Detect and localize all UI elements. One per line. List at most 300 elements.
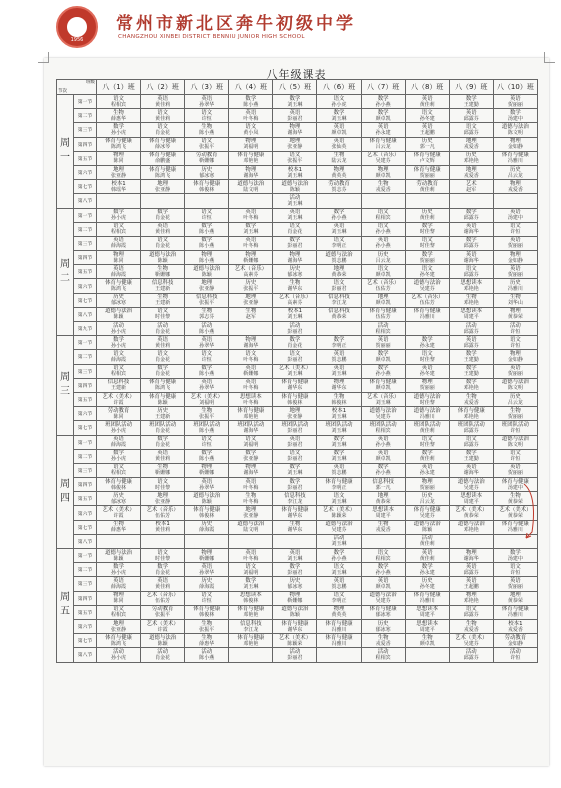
subject: 历史 [421, 138, 433, 145]
subject: 艺术（音乐） [146, 592, 179, 599]
teacher: 孙小虎 [111, 456, 127, 463]
teacher: 颜卓凯 [375, 356, 391, 363]
teacher: 黄恭荣 [463, 513, 479, 520]
schedule-cell [405, 194, 449, 208]
subject: 物理 [421, 379, 433, 386]
teacher: 许恒 [201, 115, 212, 122]
schedule-cell [141, 421, 185, 435]
teacher: 谢华东 [287, 513, 303, 520]
subject: 艺术（美术） [102, 507, 135, 514]
subject: 英语 [157, 223, 169, 230]
subject: 英语 [509, 577, 521, 584]
subject: 语文 [421, 109, 433, 116]
schedule-cell [141, 407, 185, 421]
teacher: 郁冰寒 [287, 583, 303, 590]
schedule-cell [493, 634, 537, 648]
schedule-cell [493, 364, 537, 378]
teacher: 邓艳艳 [243, 612, 259, 619]
teacher: 程相宾 [375, 215, 391, 222]
subject: 语文 [201, 138, 213, 145]
subject: 英语 [377, 123, 389, 130]
teacher: 彭丽君 [287, 456, 303, 463]
schedule-cell [405, 307, 449, 321]
class-header: 八（9）班 [449, 80, 493, 95]
schedule-cell [229, 634, 273, 648]
teacher: 韩俊林 [243, 598, 259, 605]
timetable-title: 八年级课表 [266, 68, 327, 81]
teacher: 陈同 [113, 598, 124, 605]
subject: 语文 [465, 436, 477, 443]
teacher: 张振平 [199, 413, 215, 420]
subject: 活动 [465, 322, 477, 329]
schedule-cell [493, 350, 537, 364]
teacher: 刘华山 [507, 300, 523, 307]
schedule-cell [493, 648, 537, 662]
teacher: 孙小燕 [375, 101, 391, 108]
teacher: 李江龙 [243, 626, 259, 633]
period-label: 第八节 [74, 534, 97, 548]
teacher: 韩俊林 [199, 186, 215, 193]
teacher: 汤建中 [507, 555, 523, 562]
schedule-cell [449, 165, 493, 179]
subject: 活动 [333, 535, 345, 542]
schedule-cell [273, 222, 317, 236]
schedule-cell [185, 322, 229, 336]
teacher: 陈小燕 [199, 456, 215, 463]
teacher: 陈颖 [157, 399, 168, 406]
subject: 数学 [465, 209, 477, 216]
subject: 语文 [509, 223, 521, 230]
schedule-cell [361, 322, 405, 336]
teacher: 王建勤 [463, 101, 479, 108]
schedule-cell [229, 180, 273, 194]
subject: 语文 [113, 464, 124, 471]
subject: 物理 [509, 138, 521, 145]
subject: 生物 [377, 634, 389, 641]
schedule-cell [185, 478, 229, 492]
period-label: 第二节 [74, 222, 97, 236]
schedule-cell [493, 109, 537, 123]
subject: 体育与健康 [193, 507, 221, 514]
subject: 体育与健康 [325, 620, 353, 627]
teacher: 孙永建 [419, 569, 435, 576]
schedule-cell [273, 478, 317, 492]
teacher: 谢海华 [243, 342, 259, 349]
teacher: 张亚静 [199, 286, 215, 293]
subject: 信息科技 [372, 478, 394, 485]
teacher: 金如静 [507, 356, 523, 363]
schedule-cell [229, 208, 273, 222]
teacher: 张振平 [243, 286, 259, 293]
teacher: 吴建芬 [375, 158, 391, 165]
subject: 劳动教育 [195, 152, 218, 159]
schedule-cell [449, 534, 493, 548]
teacher: 张亚静 [155, 498, 171, 505]
teacher: 冯雅川 [507, 158, 523, 165]
teacher: 汤建中 [507, 484, 523, 491]
teacher: 陈颖 [289, 186, 300, 193]
teacher: 邱露芬 [463, 271, 479, 278]
subject: 地理 [157, 180, 169, 187]
teacher: 王建勤 [463, 356, 479, 363]
period-label: 第四节 [74, 137, 97, 151]
schedule-cell [405, 435, 449, 449]
schedule-cell [97, 322, 141, 336]
period-label: 第二节 [74, 449, 97, 463]
subject: 语文 [377, 223, 389, 230]
day-label-text: 周四 [60, 478, 70, 504]
teacher: 陈文明 [507, 442, 523, 449]
teacher: 王建新 [155, 286, 171, 293]
teacher: 冯雅川 [419, 598, 435, 605]
teacher: 叶冬梅 [243, 484, 259, 491]
teacher: 陈同 [113, 413, 124, 420]
schedule-cell [449, 449, 493, 463]
schedule-cell [229, 619, 273, 633]
subject: 信息科技 [195, 294, 218, 301]
subject: 信息科技 [107, 379, 130, 386]
schedule-cell [317, 180, 361, 194]
schedule-cell [97, 449, 141, 463]
schedule-cell [141, 463, 185, 477]
teacher: 吴建芬 [463, 640, 479, 647]
schedule-cell [449, 407, 493, 421]
schedule-cell [185, 95, 229, 109]
schedule-cell [317, 634, 361, 648]
teacher: 贺丽丽 [419, 385, 435, 392]
period-label: 第四节 [74, 591, 97, 605]
teacher: 薛海霞 [111, 356, 127, 363]
period-label: 第四节 [74, 251, 97, 265]
teacher: 刘福明 [199, 399, 215, 406]
subject: 活动 [377, 648, 389, 655]
teacher: 刘福明 [243, 144, 259, 151]
class-header: 八（8）班 [405, 80, 449, 95]
teacher: 黄英英 [331, 612, 347, 619]
teacher: 孙小燕 [331, 555, 347, 562]
schedule-cell [361, 137, 405, 151]
schedule-cell [317, 421, 361, 435]
teacher: 冯雅川 [507, 527, 523, 534]
subject: 英语 [465, 251, 477, 258]
subject: 劳动教育 [416, 180, 438, 187]
subject: 体育与健康 [501, 521, 529, 528]
schedule-cell [493, 293, 537, 307]
subject: 生物 [245, 308, 257, 315]
subject: 劳动教育 [151, 606, 174, 613]
subject: 语文 [509, 336, 521, 343]
subject: 历史 [421, 209, 433, 216]
subject: 体育与健康 [413, 152, 441, 159]
teacher: 贺志芬 [331, 186, 347, 193]
subject: 物理 [509, 251, 521, 258]
teacher: 吕云龙 [507, 172, 523, 179]
schedule-cell [361, 350, 405, 364]
subject: 数学 [113, 123, 124, 130]
schedule-cell [493, 180, 537, 194]
teacher: 邱露芬 [463, 243, 479, 250]
teacher: 金如静 [507, 144, 523, 151]
subject: 数学 [245, 450, 257, 457]
schedule-cell [405, 180, 449, 194]
subject: 体育与健康 [413, 166, 441, 173]
schedule-cell [97, 222, 141, 236]
schedule-cell [493, 605, 537, 619]
subject: 语文 [377, 549, 389, 556]
schedule-cell [361, 520, 405, 534]
schedule-cell [361, 619, 405, 633]
schedule-cell [361, 449, 405, 463]
subject: 艺术（音乐） [146, 507, 179, 514]
schedule-cell [141, 591, 185, 605]
teacher: 孙冬建 [419, 115, 435, 122]
subject: 生物 [465, 620, 477, 627]
period-label: 第三节 [74, 463, 97, 477]
schedule-cell [405, 236, 449, 250]
schedule-cell [141, 619, 185, 633]
subject: 数学 [465, 379, 477, 386]
teacher: 周建平 [463, 498, 479, 505]
teacher: 许恒 [510, 569, 521, 576]
teacher: 谢华东 [287, 286, 303, 293]
teacher: 张振平 [155, 612, 171, 619]
schedule-cell [273, 194, 317, 208]
subject: 体育与健康 [149, 379, 177, 386]
subject: 活动 [377, 322, 389, 329]
subject: 数学 [377, 109, 389, 116]
schedule-cell [185, 251, 229, 265]
period-row [57, 265, 538, 279]
schedule-cell [449, 123, 493, 137]
teacher: 程相宾 [375, 328, 391, 335]
teacher: 薛海霞 [111, 442, 127, 449]
period-label: 第一节 [74, 336, 97, 350]
teacher: 时佳黎 [419, 442, 435, 449]
schedule-cell [229, 421, 273, 435]
schedule-cell [141, 236, 185, 250]
subject: 语文 [245, 350, 257, 357]
schedule-cell [449, 293, 493, 307]
subject: 生物 [377, 180, 389, 187]
teacher: 戎爱香 [375, 640, 391, 647]
teacher: 邱露芬 [463, 115, 479, 122]
subject: 活动 [465, 648, 477, 655]
subject: 活动 [157, 648, 169, 655]
teacher: 张亚静 [155, 186, 171, 193]
schedule-cell [141, 520, 185, 534]
subject: 数学 [113, 450, 124, 457]
schedule-cell [141, 449, 185, 463]
schedule-cell [361, 279, 405, 293]
period-label: 第七节 [74, 634, 97, 648]
schedule-cell [493, 407, 537, 421]
schedule-cell [317, 265, 361, 279]
period-label: 第七节 [74, 293, 97, 307]
period-label: 第三节 [74, 364, 97, 378]
period-row [57, 95, 538, 109]
subject: 物理 [509, 350, 521, 357]
teacher: 邱露芬 [463, 342, 479, 349]
teacher: 谢海华 [463, 555, 479, 562]
teacher: 谢海华 [287, 257, 303, 264]
teacher: 陈小燕 [243, 101, 259, 108]
schedule-cell [273, 109, 317, 123]
schedule-cell [449, 180, 493, 194]
subject: 数学 [377, 365, 389, 372]
subject: 英语 [465, 464, 477, 471]
subject: 数学 [421, 336, 433, 343]
subject: 体育与健康 [149, 152, 177, 159]
teacher: 刘玉琳 [287, 314, 303, 321]
schedule-cell [493, 392, 537, 406]
subject: 体育与健康 [149, 393, 177, 400]
schedule-cell [141, 222, 185, 236]
subject: 校本1 [508, 620, 523, 627]
subject: 语文 [201, 109, 213, 116]
subject: 体育与健康 [237, 407, 265, 414]
subject: 地理 [201, 280, 213, 287]
teacher: 周建平 [463, 314, 479, 321]
teacher: 卢文辉 [419, 158, 435, 165]
teacher: 谢华东 [331, 385, 347, 392]
schedule-cell [405, 378, 449, 392]
subject: 活动 [113, 648, 124, 655]
schedule-cell [229, 478, 273, 492]
schedule-cell [317, 208, 361, 222]
day-label-text: 周五 [60, 592, 70, 618]
schedule-cell [405, 392, 449, 406]
subject: 活动 [201, 648, 213, 655]
teacher: 许霞 [113, 513, 124, 520]
schedule-cell [185, 591, 229, 605]
subject: 语文 [289, 350, 301, 357]
subject: 历史 [201, 166, 213, 173]
teacher: 周建平 [375, 513, 391, 520]
schedule-cell [185, 577, 229, 591]
teacher: 黄佳莉 [419, 101, 435, 108]
subject: 体育与健康 [413, 592, 441, 599]
period-row [57, 392, 538, 406]
teacher: 许恒 [510, 427, 521, 434]
period-label: 第四节 [74, 378, 97, 392]
schedule-cell [97, 194, 141, 208]
teacher: 靳姗娜 [199, 470, 215, 477]
teacher: 李明正 [331, 598, 347, 605]
subject: 思想读本 [460, 492, 483, 499]
teacher: 贺丽丽 [507, 583, 523, 590]
schedule-cell [361, 506, 405, 520]
teacher: 戎爱香 [507, 186, 523, 193]
schedule-cell [273, 577, 317, 591]
teacher: 刘福明 [243, 442, 259, 449]
subject: 英语 [113, 577, 124, 584]
period-label: 第六节 [74, 619, 97, 633]
teacher: 邱露芬 [463, 612, 479, 619]
teacher: 黄恭荣 [507, 598, 523, 605]
subject: 生物 [201, 308, 213, 315]
schedule-cell [361, 109, 405, 123]
teacher: 贺志鹏 [331, 356, 347, 363]
schedule-cell [317, 378, 361, 392]
subject: 体育与健康 [369, 379, 397, 386]
teacher: 张亚静 [287, 413, 303, 420]
teacher: 陈小燕 [199, 328, 215, 335]
schedule-cell [405, 364, 449, 378]
teacher: 靳姗娜 [155, 271, 171, 278]
subject: 体育与健康 [325, 634, 353, 641]
schedule-cell [405, 123, 449, 137]
schedule-cell [361, 591, 405, 605]
teacher: 许恒 [510, 654, 521, 661]
teacher: 伍佑芳 [375, 286, 391, 293]
teacher: 肖金花 [155, 215, 171, 222]
subject: 艺术（美术） [278, 365, 312, 372]
subject: 体育与健康 [105, 280, 133, 287]
schedule-cell [185, 279, 229, 293]
schedule-cell [405, 534, 449, 548]
subject: 生物 [333, 152, 345, 159]
teacher: 陈颖 [113, 314, 124, 321]
teacher: 彭丽君 [331, 286, 347, 293]
subject: 英语 [245, 379, 257, 386]
period-row [57, 208, 538, 222]
subject: 英语 [245, 365, 257, 372]
subject: 语文 [157, 308, 169, 315]
schedule-cell [317, 549, 361, 563]
subject: 历史 [245, 280, 257, 287]
schedule-cell [141, 435, 185, 449]
teacher: 孙翠华 [199, 385, 215, 392]
subject: 体育与健康 [501, 152, 529, 159]
subject: 道德与法治 [325, 521, 353, 528]
period-row [57, 180, 538, 194]
subject: 语文 [377, 265, 389, 272]
school-name-en: CHANGZHOU XINBEI DISTRICT BENNIU JUNIOR HIGH SCHOOL [118, 34, 305, 40]
subject: 生物 [465, 393, 477, 400]
schedule-cell [317, 506, 361, 520]
teacher: 颜卓凯 [419, 640, 435, 647]
schedule-cell [141, 307, 185, 321]
schedule-cell [185, 222, 229, 236]
teacher: 靳姗娜 [199, 555, 215, 562]
schedule-cell [185, 435, 229, 449]
period-row [57, 449, 538, 463]
subject: 道德与法治 [281, 180, 309, 187]
schedule-cell [361, 577, 405, 591]
subject: 体育与健康 [457, 407, 485, 414]
period-label: 第五节 [74, 492, 97, 506]
teacher: 赵军 [466, 186, 477, 193]
schedule-cell [141, 648, 185, 662]
teacher: 陈文明 [507, 129, 523, 136]
subject: 历史 [201, 577, 213, 584]
schedule-cell [317, 605, 361, 619]
period-label: 第七节 [74, 180, 97, 194]
schedule-cell [273, 407, 317, 421]
schedule-cell [273, 378, 317, 392]
schedule-cell [449, 378, 493, 392]
teacher: 陆云龙 [331, 158, 347, 165]
teacher: 陈小燕 [199, 654, 215, 661]
teacher: 孙永建 [419, 342, 435, 349]
subject: 艺术（音乐） [366, 152, 400, 159]
subject: 语文 [157, 350, 169, 357]
teacher: 韩俊林 [111, 484, 127, 491]
schedule-cell [361, 194, 405, 208]
subject: 物理 [113, 152, 124, 159]
subject: 历史 [509, 280, 521, 287]
period-row [57, 350, 538, 364]
